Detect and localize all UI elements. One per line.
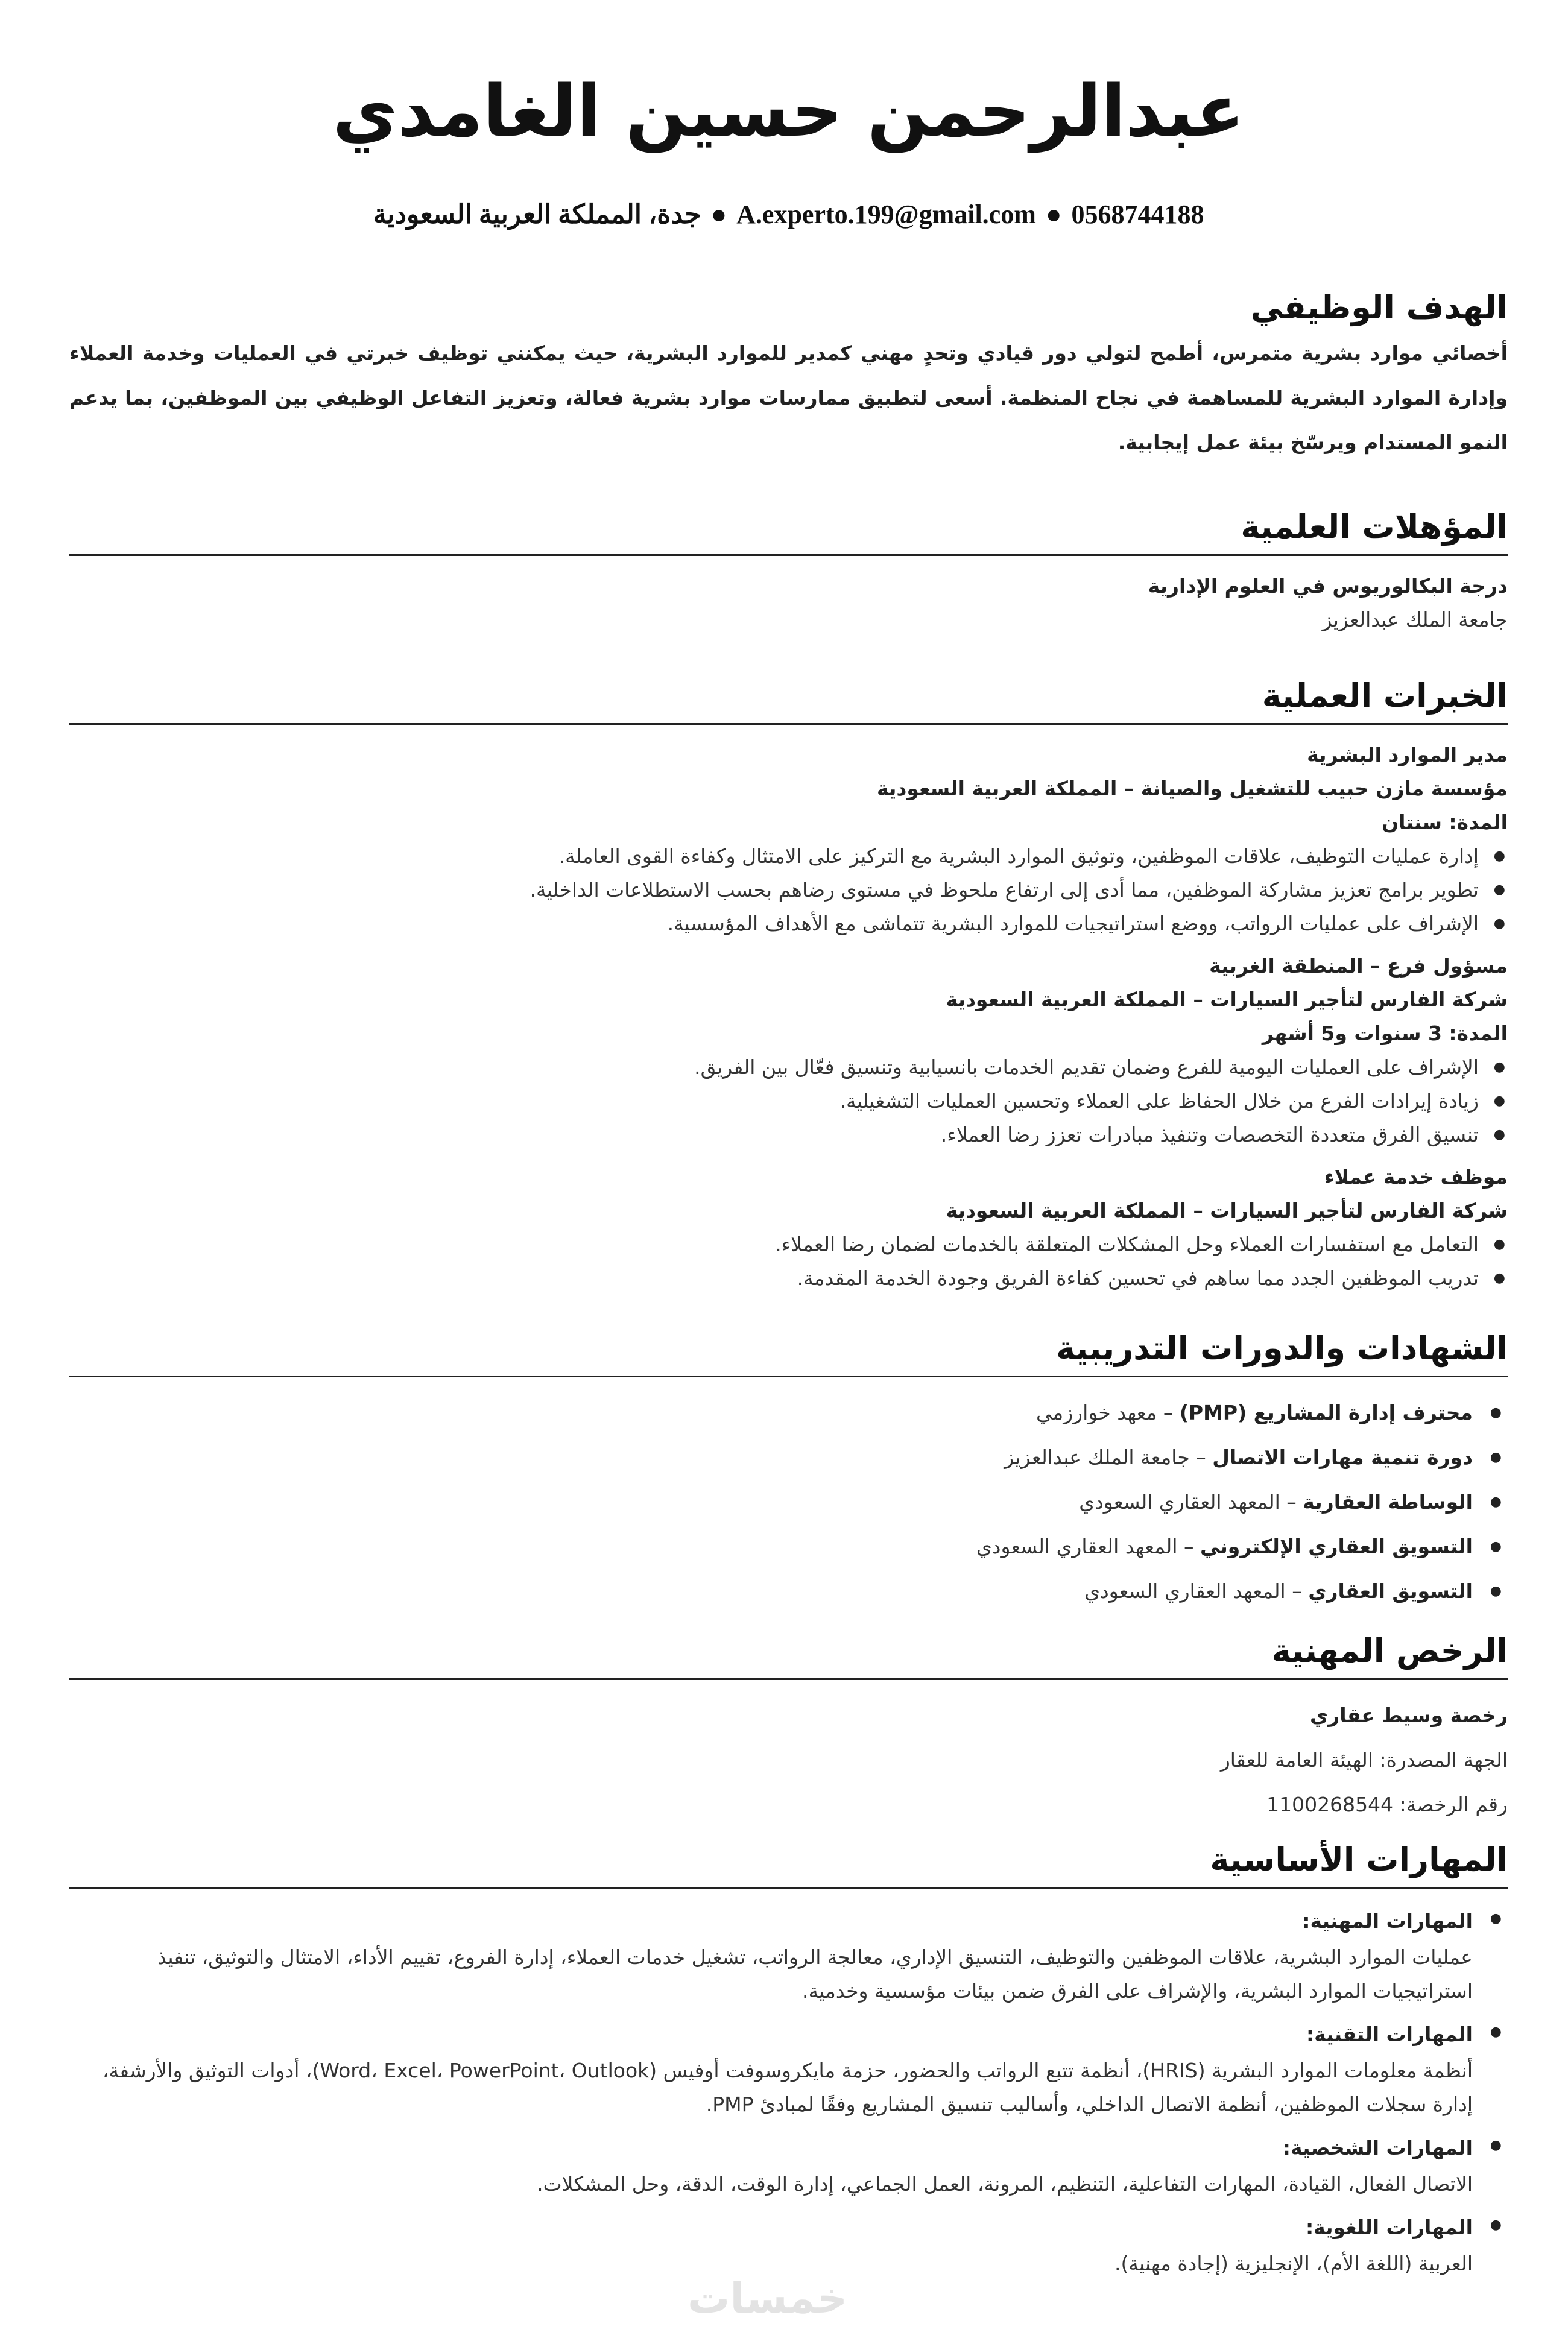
location: جدة، المملكة العربية السعودية	[373, 200, 701, 229]
certificate-issuer: المعهد العقاري السعودي	[1084, 1579, 1286, 1603]
dash: –	[1177, 1535, 1200, 1558]
certificate-item	[69, 1569, 1508, 1614]
certificate-issuer: المعهد العقاري السعودي	[1079, 1490, 1280, 1514]
skill-heading: ● المهارات الشخصية:	[1282, 2136, 1473, 2159]
license-number: رقم الرخصة: 1100268544	[1266, 1793, 1508, 1816]
watermark-logo: خمسات	[688, 2273, 848, 2323]
job-entry	[69, 738, 1508, 941]
certificate-issuer: جامعة الملك عبدالعزيز	[1004, 1445, 1190, 1469]
skill-heading: ● المهارات المهنية:	[1302, 1909, 1473, 1933]
phone-number: 0568744188	[1071, 200, 1204, 229]
skill-text: أنظمة معلومات الموارد البشرية (HRIS)، أنظمة تتبع الرواتب والحضور، حزمة مايكروسوفت أوفيس (Word، Excel، PowerPoint، Outlook)، أدوات التوثيق والأرشفة، إدارة سجلات الموظفين، أنظمة الاتصال الداخلي، وأساليب تنسيق المشاريع وفقًا لمبادئ PMP.	[102, 2059, 1473, 2116]
job-bullet: ● إدارة عمليات التوظيف، علاقات الموظفين، وتوثيق الموارد البشرية مع التركيز على الامتثال وكفاءة القوى العاملة.	[69, 839, 1508, 873]
skill-text: عمليات الموارد البشرية، علاقات الموظفين والتوظيف، التنسيق الإداري، معالجة الرواتب، تشغيل خدمات العملاء، إدارة الفروع، تقييم الأداء، الامتثال والتوثيق، تنفيذ استراتيجيات الموارد البشرية، والإشراف على الفرق ضمن بيئات مؤسسية وخدمية.	[157, 1945, 1473, 2003]
certificate-name: محترف إدارة المشاريع (PMP)	[1179, 1401, 1473, 1424]
job-bullet: ● الإشراف على عمليات الرواتب، ووضع استراتيجيات للموارد البشرية تتماشى مع الأهداف المؤسسية.	[69, 907, 1508, 941]
certificate-name: دورة تنمية مهارات الاتصال	[1212, 1445, 1473, 1469]
objective-section	[69, 288, 1508, 465]
job-role: موظف خدمة عملاء	[1324, 1165, 1508, 1189]
objective-text: أخصائي موارد بشرية متمرس، أطمح لتولي دور قيادي وتحدٍ مهني كمدير للموارد البشرية، حيث يمكنني توظيف خبرتي في العمليات وخدمة العملاء وإدارة الموارد البشرية للمساهمة في نجاح المنظمة. أسعى لتطبيق ممارسات موارد بشرية فعالة، وتعزيز التفاعل الوظيفي بين الموظفين، بما يدعم النمو المستدام ويرسّخ بيئة عمل إيجابية.	[69, 341, 1508, 454]
section-title: الرخص المهنية	[69, 1632, 1508, 1680]
certificate-item	[69, 1480, 1508, 1524]
skill-text: الاتصال الفعال، القيادة، المهارات التفاعلية، التنظيم، المرونة، العمل الجماعي، إدارة الوقت، الدقة، وحل المشكلات.	[537, 2172, 1473, 2196]
skill-heading: ● المهارات اللغوية:	[1305, 2216, 1473, 2239]
dash: –	[1157, 1401, 1180, 1424]
job-bullet: ● التعامل مع استفسارات العملاء وحل المشكلات المتعلقة بالخدمات لضمان رضا العملاء.	[69, 1228, 1508, 1262]
license-issuer: الجهة المصدرة: الهيئة العامة للعقار	[1220, 1748, 1508, 1772]
job-bullet: ● تطوير برامج تعزيز مشاركة الموظفين، مما أدى إلى ارتفاع ملحوظ في مستوى رضاهم بحسب الاستطلاعات الداخلية.	[69, 873, 1508, 907]
certificate-item	[69, 1524, 1508, 1569]
dash: –	[1285, 1579, 1309, 1603]
job-bullet: ● الإشراف على العمليات اليومية للفرع وضمان تقديم الخدمات بانسيابية وتنسيق فعّال بين الفريق.	[69, 1050, 1508, 1084]
candidate-name: عبدالرحمن حسين الغامدي	[332, 69, 1245, 153]
section-title: الشهادات والدورات التدريبية	[69, 1329, 1508, 1377]
certificate-item	[69, 1391, 1508, 1435]
license-name: رخصة وسيط عقاري	[1310, 1704, 1508, 1727]
section-title: المؤهلات العلمية	[69, 508, 1508, 556]
job-role: مدير الموارد البشرية	[1307, 743, 1508, 766]
skill-text: العربية (اللغة الأم)، الإنجليزية (إجادة مهنية).	[1114, 2252, 1473, 2275]
dash: –	[1189, 1445, 1213, 1469]
certificate-name: التسويق العقاري	[1308, 1579, 1473, 1603]
email-address: A.experto.199@gmail.com	[736, 200, 1036, 229]
job-entry	[69, 1160, 1508, 1295]
certificate-name: التسويق العقاري الإلكتروني	[1200, 1535, 1473, 1558]
job-bullet: ● زيادة إيرادات الفرع من خلال الحفاظ على العملاء وتحسين العمليات التشغيلية.	[69, 1084, 1508, 1118]
skill-heading: ● المهارات التقنية:	[1306, 2023, 1473, 2046]
contact-line	[69, 199, 1508, 230]
dash: –	[1280, 1490, 1303, 1514]
separator-dot: ●	[710, 200, 727, 229]
certificate-item	[69, 1435, 1508, 1480]
certificate-issuer: المعهد العقاري السعودي	[976, 1535, 1178, 1558]
certificate-name: الوساطة العقارية	[1303, 1490, 1473, 1514]
university: جامعة الملك عبدالعزيز	[1322, 608, 1508, 631]
certificate-issuer: معهد خوارزمي	[1036, 1401, 1157, 1424]
job-company: شركة الفارس لتأجير السيارات – المملكة العربية السعودية	[946, 1199, 1508, 1222]
skill-group	[69, 1902, 1508, 2008]
job-duration: المدة: 3 سنوات و5 أشهر	[1262, 1022, 1508, 1045]
job-bullet: ● تدريب الموظفين الجدد مما ساهم في تحسين كفاءة الفريق وجودة الخدمة المقدمة.	[69, 1262, 1508, 1295]
licenses-section	[69, 1632, 1508, 1827]
degree: درجة البكالوريوس في العلوم الإدارية	[1148, 574, 1508, 598]
skill-group	[69, 2129, 1508, 2201]
job-entry	[69, 949, 1508, 1152]
job-company: شركة الفارس لتأجير السيارات – المملكة العربية السعودية	[946, 988, 1508, 1011]
separator-dot: ●	[1045, 200, 1062, 229]
job-role: مسؤول فرع – المنطقة الغربية	[1209, 954, 1508, 978]
skill-group	[69, 2015, 1508, 2121]
section-title: الهدف الوظيفي	[1250, 288, 1508, 326]
experience-section	[69, 677, 1508, 1304]
skill-group	[69, 2208, 1508, 2281]
job-bullet: ● تنسيق الفرق متعددة التخصصات وتنفيذ مبادرات تعزز رضا العملاء.	[69, 1118, 1508, 1152]
education-section	[69, 508, 1508, 637]
certificates-section	[69, 1329, 1508, 1614]
job-duration: المدة: سنتان	[1381, 810, 1508, 834]
section-title: المهارات الأساسية	[69, 1840, 1508, 1889]
job-company: مؤسسة مازن حبيب للتشغيل والصيانة – المملكة العربية السعودية	[877, 777, 1508, 800]
skills-section	[69, 1840, 1508, 2288]
section-title: الخبرات العملية	[69, 677, 1508, 725]
